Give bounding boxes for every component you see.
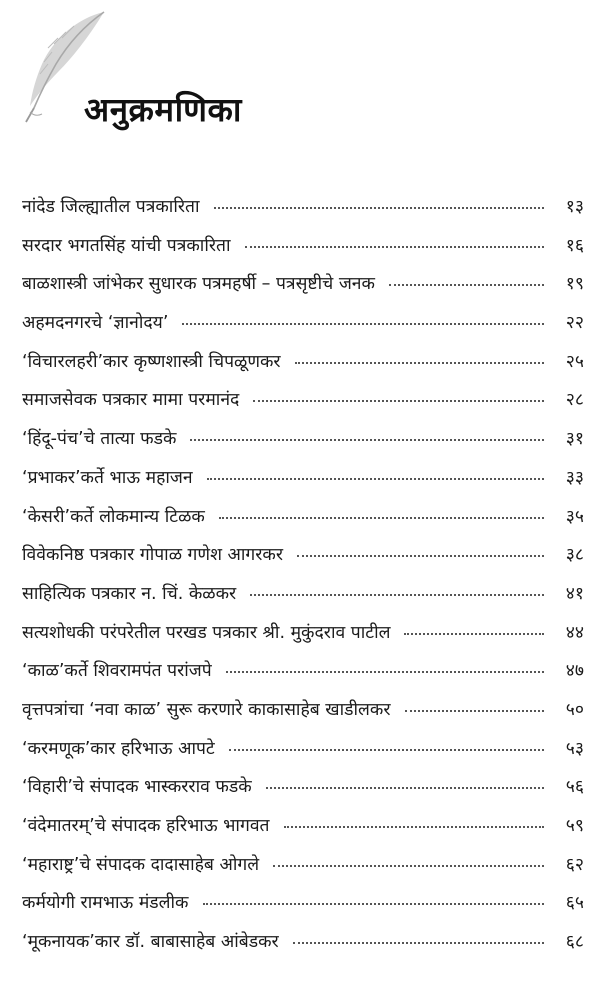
toc-entry-title: साहित्यिक पत्रकार न. चिं. केळकर	[22, 583, 237, 604]
toc-entry-title: कर्मयोगी रामभाऊ मंडलीक	[22, 893, 189, 914]
toc-entry	[22, 504, 584, 543]
dot-leader	[266, 786, 544, 789]
toc-entry-page: ५६	[565, 777, 584, 798]
dot-leader	[214, 206, 544, 209]
toc-entry	[22, 736, 584, 775]
toc-entry-page: ६२	[565, 854, 584, 875]
dot-leader	[226, 670, 544, 673]
toc-entry	[22, 194, 584, 233]
toc-entry	[22, 774, 584, 813]
page-title: अनुक्रमणिका	[84, 90, 242, 129]
toc-entry-page: १३	[565, 197, 584, 217]
toc-entry	[22, 233, 584, 272]
dot-leader	[245, 245, 544, 248]
toc-entry-title: सरदार भगतसिंह यांची पत्रकारिता	[22, 235, 231, 256]
toc-entry-page: ३१	[565, 429, 584, 450]
toc-entry-title: ‘वंदेमातरम्’चे संपादक हरिभाऊ भागवत	[22, 816, 270, 836]
toc-entry-title: ‘महाराष्ट्र’चे संपादक दादासाहेब ओगले	[22, 854, 260, 875]
dot-leader	[250, 593, 544, 596]
toc-entry-page: २५	[565, 351, 584, 372]
dot-leader	[203, 902, 545, 905]
dot-leader	[182, 322, 544, 325]
toc-entry	[22, 426, 584, 465]
toc-entry	[22, 697, 584, 736]
toc-entry-title: बाळशास्त्री जांभेकर सुधारक पत्रमहर्षी – पत्रसृष्टीचे जनक	[22, 274, 375, 295]
toc-entry-title: अहमदनगरचे ‘ज्ञानोदय’	[22, 313, 169, 334]
toc-entry-page: ४४	[565, 622, 584, 643]
toc-entry	[22, 620, 584, 659]
dot-leader	[404, 632, 544, 635]
toc-entry-page: ३८	[565, 545, 584, 566]
toc-entry	[22, 465, 584, 504]
toc-entry-title: ‘केसरी’कर्ते लोकमान्य टिळक	[22, 506, 205, 527]
toc-entry-title: ‘काळ’कर्ते शिवरामपंत परांजपे	[22, 661, 212, 682]
toc-entry	[22, 542, 584, 581]
dot-leader	[229, 748, 544, 751]
toc-entry	[22, 929, 584, 968]
toc-entry-page: १६	[565, 235, 584, 256]
toc-entry-title: समाजसेवक पत्रकार मामा परमानंद	[22, 390, 240, 411]
toc-entry-page: ५३	[565, 738, 584, 759]
dot-leader	[273, 864, 544, 867]
toc-entry-page: ३३	[565, 467, 584, 488]
toc-entry-page: ३५	[565, 506, 584, 527]
toc-entry-page: ४७	[565, 661, 584, 682]
dot-leader	[190, 438, 544, 441]
dot-leader	[297, 554, 544, 557]
dot-leader	[295, 361, 544, 364]
toc-entry	[22, 387, 584, 426]
toc-entry-page: १९	[565, 274, 584, 295]
toc-entry-page: ४१	[565, 583, 584, 604]
toc-entry-title: वृत्तपत्रांचा ‘नवा काळ’ सुरू करणारे काकासाहेब खाडीलकर	[22, 699, 391, 720]
toc-entry-title: विवेकनिष्ठ पत्रकार गोपाळ गणेश आगरकर	[22, 545, 284, 566]
toc-entry	[22, 658, 584, 697]
toc-entry-page: ५०	[565, 699, 584, 720]
dot-leader	[207, 477, 544, 480]
toc-entry	[22, 813, 584, 852]
toc-entry-title: ‘विहारी’चे संपादक भास्करराव फडके	[22, 777, 252, 798]
toc-entry	[22, 271, 584, 310]
dot-leader	[405, 709, 544, 712]
toc-entry-title: ‘करमणूक’कार हरिभाऊ आपटे	[22, 738, 215, 759]
dot-leader	[293, 941, 544, 944]
toc-entry	[22, 581, 584, 620]
toc-entry-page: २८	[565, 390, 584, 411]
toc-entry-page: ६५	[565, 893, 584, 914]
toc-entry-title: ‘विचारलहरी’कार कृष्णशास्त्री चिपळूणकर	[22, 351, 281, 372]
toc-entry	[22, 310, 584, 349]
toc-entry	[22, 349, 584, 388]
dot-leader	[253, 399, 544, 402]
table-of-contents	[22, 194, 584, 968]
toc-entry-title: ‘प्रभाकर’कर्ते भाऊ महाजन	[22, 467, 193, 488]
dot-leader	[284, 825, 544, 828]
toc-entry-page: ५९	[565, 816, 584, 836]
toc-entry	[22, 852, 584, 891]
toc-entry-title: ‘मूकनायक’कार डॉ. बाबासाहेब आंबेडकर	[22, 932, 279, 953]
toc-entry-page: ६८	[565, 932, 584, 953]
toc-entry-title: ‘हिंदू-पंच’चे तात्या फडके	[22, 429, 177, 450]
toc-entry	[22, 890, 584, 929]
dot-leader	[389, 283, 544, 286]
toc-entry-page: २२	[565, 313, 584, 334]
toc-entry-title: नांदेड जिल्ह्यातील पत्रकारिता	[22, 197, 200, 217]
toc-entry-title: सत्यशोधकी परंपरेतील परखड पत्रकार श्री. मुकुंदराव पाटील	[22, 622, 391, 643]
dot-leader	[219, 516, 544, 519]
